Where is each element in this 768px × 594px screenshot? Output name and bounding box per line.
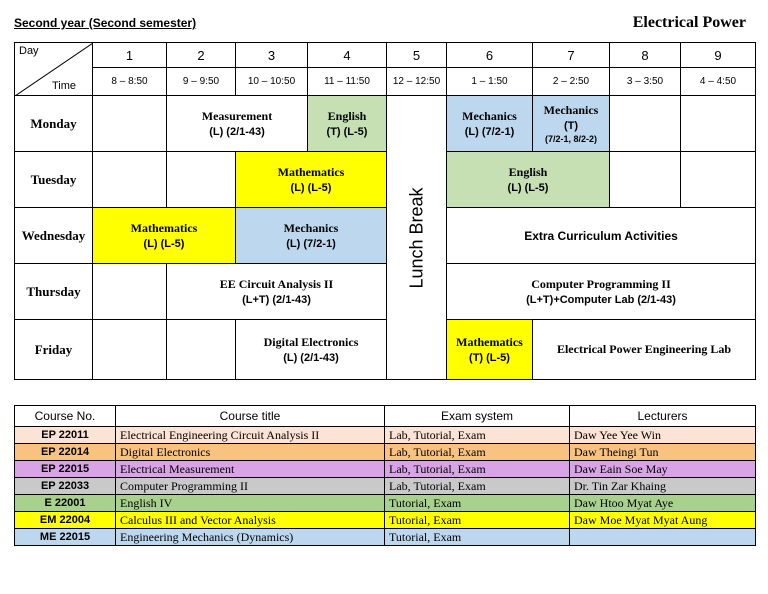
class-detail: (L+T) (2/1-43) [242,294,311,306]
table-row [15,529,756,546]
course-title: English IV [116,495,385,512]
table-row [15,478,756,495]
day-number: 8 [610,43,681,68]
class-computer-programming [447,264,756,320]
day-number-row [15,43,756,68]
course-code: EP 22015 [15,461,116,478]
course-table-header [15,406,756,427]
class-electrical-power-lab: Electrical Power Engineering Lab [533,320,756,380]
column-header: Lecturers [570,406,756,427]
table-row [15,461,756,478]
thursday-row [15,264,756,320]
table-row [15,444,756,461]
class-mathematics [93,208,236,264]
class-detail: (L) (L-5) [507,182,549,194]
class-mechanics [236,208,387,264]
class-title: Computer Programming II [531,277,671,291]
empty-slot [167,152,236,208]
course-table [14,405,756,546]
class-english [447,152,610,208]
time-row [15,68,756,96]
lecturer: Daw Moe Myat Myat Aung [570,512,756,529]
time-slot: 9 – 9:50 [167,68,236,96]
class-detail: (L) (L-5) [143,238,185,250]
corner-day-label: Day [19,45,39,57]
time-slot: 12 – 12:50 [387,68,447,96]
class-detail: (L+T)+Computer Lab (2/1-43) [526,294,676,306]
extra-curriculum-activities: Extra Curriculum Activities [447,208,756,264]
time-slot: 2 – 2:50 [533,68,610,96]
day-number: 7 [533,43,610,68]
class-digital-electronics [236,320,387,380]
exam-system: Lab, Tutorial, Exam [385,427,570,444]
day-time-corner [15,43,93,96]
day-number: 6 [447,43,533,68]
exam-system: Lab, Tutorial, Exam [385,444,570,461]
time-slot: 4 – 4:50 [681,68,756,96]
class-title: Measurement [201,109,273,123]
column-header: Exam system [385,406,570,427]
class-title: EE Circuit Analysis II [219,277,334,291]
day-name-monday: Monday [15,96,93,152]
exam-system: Lab, Tutorial, Exam [385,461,570,478]
empty-slot [93,320,167,380]
wednesday-row [15,208,756,264]
class-detail: (L) (7/2-1) [286,238,336,250]
course-code: EP 22033 [15,478,116,495]
class-measurement [167,96,308,152]
table-row [15,512,756,529]
column-header: Course title [116,406,385,427]
class-title: Digital Electronics [263,335,359,349]
course-title: Calculus III and Vector Analysis [116,512,385,529]
class-title: Mechanics [462,109,517,123]
semester-title: Second year (Second semester) [14,16,197,30]
day-name-wednesday: Wednesday [15,208,93,264]
class-ee-circuit-analysis [167,264,387,320]
empty-slot [167,320,236,380]
time-slot: 1 – 1:50 [447,68,533,96]
empty-slot [610,96,681,152]
course-code: EP 22014 [15,444,116,461]
class-detail: (L) (7/2-1) [464,126,515,138]
time-slot: 8 – 8:50 [93,68,167,96]
monday-row [15,96,756,152]
class-title: Mechanics [283,221,339,235]
day-number: 4 [308,43,387,68]
empty-slot [681,152,756,208]
empty-slot [93,96,167,152]
day-name-friday: Friday [15,320,93,380]
empty-slot [93,264,167,320]
day-number: 9 [681,43,756,68]
course-title: Electrical Measurement [116,461,385,478]
day-number: 2 [167,43,236,68]
day-number: 1 [93,43,167,68]
department-title: Electrical Power [632,14,746,31]
exam-system: Lab, Tutorial, Exam [385,478,570,495]
lecturer: Daw Htoo Myat Aye [570,495,756,512]
course-title: Engineering Mechanics (Dynamics) [116,529,385,546]
day-number: 5 [387,43,447,68]
course-code: EM 22004 [15,512,116,529]
lecturer [570,529,756,546]
class-title: English [327,109,367,123]
class-title: English [508,165,548,179]
class-detail: (L) (2/1-43) [209,126,265,138]
course-code: EP 22011 [15,427,116,444]
column-header: Course No. [15,406,116,427]
day-name-thursday: Thursday [15,264,93,320]
class-mathematics [236,152,387,208]
lunch-break [387,96,447,380]
lecturer: Daw Theingi Tun [570,444,756,461]
lecturer: Daw Eain Soe May [570,461,756,478]
course-code: ME 22015 [15,529,116,546]
table-row [15,495,756,512]
friday-row [15,320,756,380]
course-title: Computer Programming II [116,478,385,495]
course-title: Digital Electronics [116,444,385,461]
class-detail: (T) (L-5) [469,352,510,364]
exam-system: Tutorial, Exam [385,529,570,546]
time-slot: 3 – 3:50 [610,68,681,96]
class-title: Mechanics [543,103,599,117]
class-detail: (T) (L-5) [326,126,368,138]
class-mechanics-tutorial [533,96,610,152]
corner-time-label: Time [51,80,76,92]
empty-slot [681,96,756,152]
lecturer: Daw Yee Yee Win [570,427,756,444]
class-mechanics-lecture [447,96,533,152]
class-title: Mathematics [130,221,198,235]
empty-slot [93,152,167,208]
class-english [308,96,387,152]
timetable [14,42,756,380]
time-slot: 11 – 11:50 [308,68,387,96]
exam-system: Tutorial, Exam [385,512,570,529]
class-detail: (T) [563,120,579,132]
class-title: Mathematics [456,335,523,349]
table-row [15,427,756,444]
day-name-tuesday: Tuesday [15,152,93,208]
course-title: Electrical Engineering Circuit Analysis II [116,427,385,444]
class-title: Mathematics [277,165,345,179]
class-mathematics [447,320,533,380]
empty-slot [610,152,681,208]
course-code: E 22001 [15,495,116,512]
time-slot: 10 – 10:50 [236,68,308,96]
lunch-break-label: Lunch Break [406,186,426,289]
tuesday-row [15,152,756,208]
class-detail: (7/2-1, 8/2-2) [544,134,598,144]
day-number: 3 [236,43,308,68]
class-detail: (L) (2/1-43) [283,352,339,364]
class-detail: (L) (L-5) [290,182,332,194]
exam-system: Tutorial, Exam [385,495,570,512]
lecturer: Dr. Tin Zar Khaing [570,478,756,495]
